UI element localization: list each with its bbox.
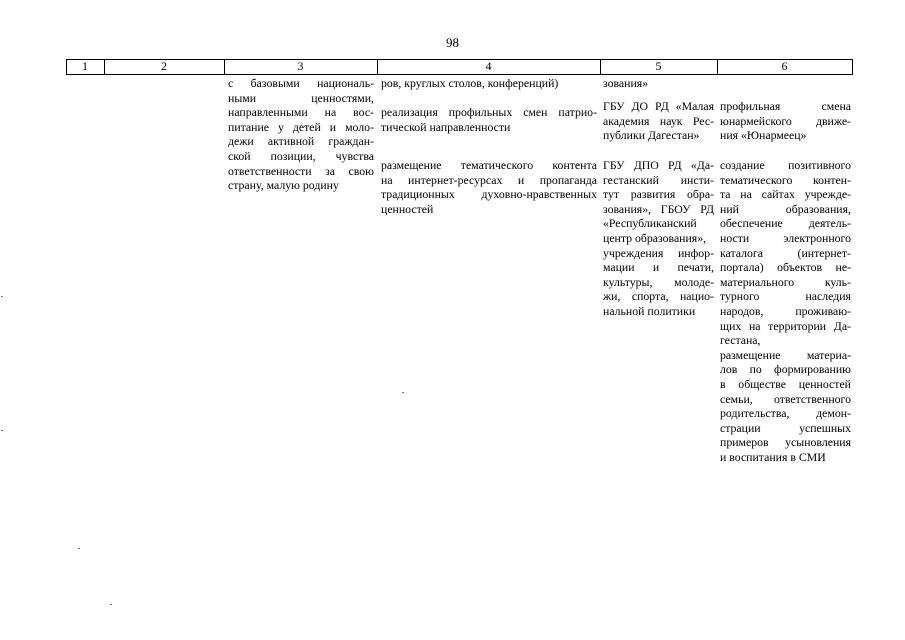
column-header-4: 4 (485, 59, 492, 73)
text-line: каталога (интернет- (720, 245, 851, 260)
text-line: народов, проживаю- (720, 303, 851, 318)
text-line: традиционных духовно-нравственных (381, 187, 597, 202)
col5-block1 (603, 76, 714, 91)
text-line: зования», ГБОУ РД (603, 201, 714, 216)
text-line: щих на территории Да- (720, 318, 851, 333)
text-line: страну, малую родину (228, 178, 339, 193)
text-line: создание позитивного (720, 158, 851, 172)
col5-block3 (603, 158, 714, 319)
text-line: с базовыми националь- (228, 76, 374, 90)
text-line: ний образования, (720, 201, 851, 216)
scan-speck (1, 430, 3, 431)
scan-speck (1, 296, 3, 297)
col4-block1 (381, 76, 597, 91)
text-line: реализация профильных смен патрио- (381, 105, 597, 119)
text-line: обеспечение деятель- (720, 216, 851, 231)
text-line: жи, спорта, нацио- (603, 289, 714, 304)
text-line: ров, круглых столов, конференций) (381, 76, 559, 90)
text-line: учреждения инфор- (603, 245, 714, 260)
col4-block3 (381, 158, 597, 216)
col6-block2 (720, 99, 851, 143)
text-line: в обществе ценностей (720, 376, 851, 391)
text-line: семьи, ответственного (720, 391, 851, 406)
text-line: ния «Юнармеец» (720, 128, 807, 143)
text-line: материального куль- (720, 274, 851, 289)
column-header-1: 1 (82, 59, 88, 73)
text-line: дежи активной граждан- (228, 134, 374, 149)
text-line: размещение материа- (720, 347, 851, 362)
column-header-5: 5 (655, 59, 662, 73)
text-line: ности электронного (720, 230, 851, 245)
header-bottom-border (66, 74, 853, 75)
text-line: мации и печати, (603, 260, 714, 275)
column-header-3: 3 (297, 59, 304, 73)
column-header-2: 2 (161, 59, 167, 73)
text-line: ными ценностями, (228, 90, 374, 105)
text-line: и воспитания в СМИ (720, 449, 826, 464)
text-line: культуры, молоде- (603, 274, 714, 289)
scan-speck (402, 392, 404, 393)
text-line: гестана, (720, 333, 761, 348)
text-line: «Республиканский (603, 216, 697, 231)
text-line: ответственности за свою (228, 163, 374, 178)
table-right-border (852, 59, 853, 75)
text-line: профильная смена (720, 99, 851, 113)
text-line: тической направленности (381, 119, 511, 134)
col3-text (228, 76, 374, 193)
text-line: публики Дагестан» (603, 128, 700, 143)
text-line: зования» (603, 76, 649, 90)
text-line: направленными на вос- (228, 105, 374, 120)
text-line: тематического контен- (720, 172, 851, 187)
text-line: нальной политики (603, 303, 696, 318)
text-line: ской позиции, чувства (228, 148, 374, 163)
col5-block2 (603, 99, 714, 143)
col4-block2 (381, 105, 597, 134)
column-header-6: 6 (781, 59, 788, 73)
scan-speck (110, 604, 112, 605)
page-number: 98 (446, 35, 459, 50)
text-line: размещение тематического контента (381, 158, 597, 172)
text-line: лов по формированию (720, 362, 851, 377)
text-line: ГБУ ДПО РД «Да- (603, 158, 714, 172)
text-line: портала) объектов не- (720, 260, 851, 275)
text-line: ГБУ ДО РД «Малая (603, 99, 714, 113)
text-line: юнармейского движе- (720, 113, 851, 128)
col6-block3 (720, 158, 851, 464)
text-line: академия наук Рес- (603, 113, 714, 128)
text-line: та на сайтах учрежде- (720, 187, 851, 202)
text-line: питание у детей и моло- (228, 119, 374, 134)
text-line: турного наследия (720, 289, 851, 304)
text-line: ценностей (381, 201, 434, 216)
text-line: на интернет-ресурсах и пропаганда (381, 172, 597, 187)
text-line: гестанский инсти- (603, 172, 714, 187)
text-line: страции успешных (720, 420, 851, 435)
text-line: примеров усыновления (720, 435, 851, 450)
text-line: центр образования», (603, 230, 707, 245)
text-line: родительства, демон- (720, 406, 851, 421)
scan-speck (78, 548, 80, 549)
text-line: тут развития обра- (603, 187, 714, 202)
